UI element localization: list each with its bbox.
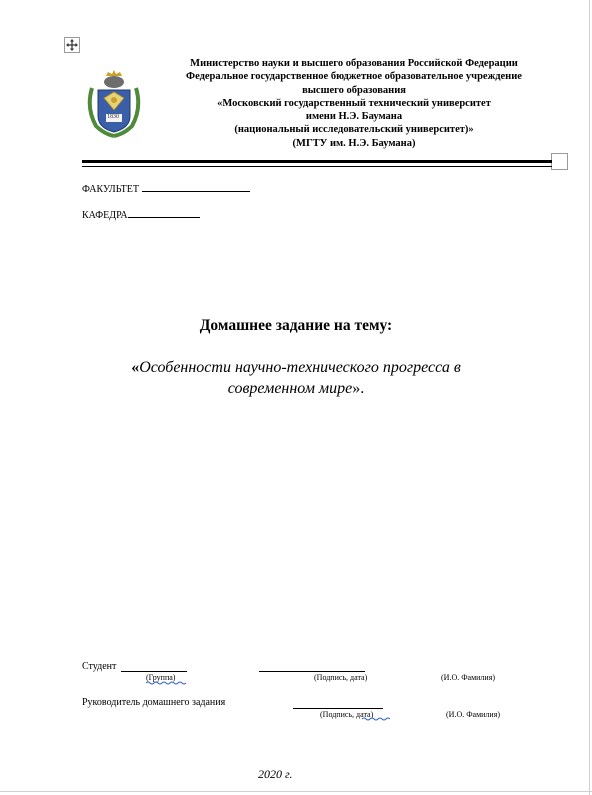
topic-line-2: современном мире	[227, 380, 353, 397]
document-year: 2020 г.	[258, 767, 293, 781]
table-move-handle-icon[interactable]	[64, 37, 80, 53]
supervisor-name-caption: (И.О. Фамилия)	[446, 710, 501, 719]
header-line: высшего образования	[302, 84, 406, 96]
university-crest-icon	[84, 68, 144, 138]
table-resize-handle[interactable]	[551, 153, 568, 170]
header-line: имени Н.Э. Баумана	[305, 111, 403, 123]
supervisor-signature-caption: (Подпись, дата)	[320, 710, 374, 719]
supervisor-label: Руководитель домашнего задания	[82, 697, 226, 708]
student-signature-blank[interactable]	[259, 671, 365, 672]
header-line: Министерство науки и высшего образования Российской Федерации	[190, 58, 518, 69]
department-blank[interactable]	[128, 207, 200, 218]
header-line: (национальный исследовательский университет)»	[234, 124, 474, 136]
faculty-label: ФАКУЛЬТЕТ	[82, 184, 140, 195]
document-title: Домашнее задание на тему:	[199, 317, 393, 334]
group-blank[interactable]	[121, 671, 187, 672]
spellcheck-squiggle	[362, 717, 390, 721]
open-quote: «	[131, 359, 140, 376]
institution-header	[150, 57, 558, 150]
department-label: КАФЕДРА	[82, 210, 128, 221]
header-divider	[82, 166, 552, 167]
group-caption: (Группа)	[146, 673, 176, 682]
topic-line-1: Особенности научно-технического прогресса в	[139, 359, 461, 376]
department-field[interactable]	[82, 207, 200, 221]
student-signature-caption: (Подпись, дата)	[314, 673, 368, 682]
header-line: «Московский государственный технический университет	[217, 97, 491, 109]
faculty-blank[interactable]	[142, 181, 250, 192]
close-quote: ».	[352, 380, 365, 397]
crest-year: 1830	[107, 114, 119, 120]
student-name-caption: (И.О. Фамилия)	[441, 673, 496, 682]
spellcheck-squiggle	[146, 681, 188, 685]
page-edge	[0, 791, 592, 792]
faculty-field[interactable]	[82, 181, 250, 195]
topic	[0, 357, 592, 399]
header-line: (МГТУ им. Н.Э. Баумана)	[292, 137, 416, 149]
student-label: Студент	[82, 661, 117, 672]
header-divider	[82, 160, 552, 163]
header-line: Федеральное государственное бюджетное образовательное учреждение	[186, 71, 522, 83]
supervisor-signature-blank[interactable]	[293, 708, 383, 709]
